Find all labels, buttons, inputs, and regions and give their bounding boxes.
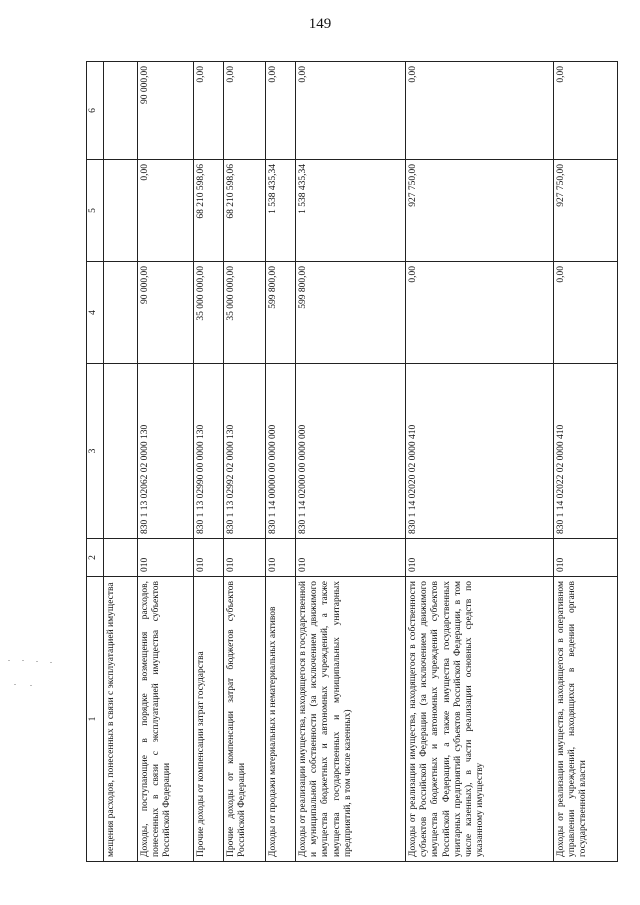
row-budget-code: 830 1 13 02062 02 0000 130	[138, 364, 194, 539]
table-row	[266, 62, 296, 862]
row-planned: 0,00	[554, 262, 618, 364]
row-name: Доходы, поступающие в порядке возмещения расходов, понесенных в связи с эксплуатацией имущества субъектов Российской Федерации	[138, 577, 194, 862]
row-line-code: 010	[224, 539, 266, 577]
row-executed: 1 538 435,34	[266, 160, 296, 262]
row-line-code	[104, 539, 138, 577]
row-line-code: 010	[266, 539, 296, 577]
row-name: Доходы от реализации имущества, находящегося в собственности субъектов Российской Федерации (за исключением движимого имущества бюджетных и автономных учреждений субъектов Российской Федерации, а также имущества государственных унитарных предприятий субъектов Российской Федерации, в том числе казенных), в части реализации основных средств по указанному имуществу	[406, 577, 554, 862]
row-planned: 35 000 000,00	[194, 262, 224, 364]
row-budget-code: 830 1 13 02992 02 0000 130	[224, 364, 266, 539]
row-executed: 68 210 598,06	[224, 160, 266, 262]
row-unexecuted: 0,00	[224, 62, 266, 160]
row-executed: 927 750,00	[554, 160, 618, 262]
row-executed: 927 750,00	[406, 160, 554, 262]
table-row	[296, 62, 406, 862]
row-budget-code: 830 1 13 02990 00 0000 130	[194, 364, 224, 539]
row-name: мещения расходов, понесенных в связи с эксплуатацией имущества	[104, 577, 138, 862]
row-budget-code: 830 1 14 02000 00 0000 000	[296, 364, 406, 539]
scan-artifacts	[0, 640, 80, 710]
row-name: Доходы от реализации имущества, находящегося в государственной и муниципальной собственности (за исключением движимого имущества бюджетных и автономных учреждений, а также имущества государственных и муниципальных унитарных предприятий, в том числе казенных)	[296, 577, 406, 862]
revenue-table	[86, 61, 618, 862]
row-line-code: 010	[406, 539, 554, 577]
row-unexecuted: 0,00	[266, 62, 296, 160]
table-row	[406, 62, 554, 862]
row-unexecuted: 90 000,00	[138, 62, 194, 160]
header-col-3: 3	[87, 364, 104, 539]
row-name: Прочие доходы от компенсации затрат государства	[194, 577, 224, 862]
row-name: Прочие доходы от компенсации затрат бюджетов субъектов Российской Федерации	[224, 577, 266, 862]
row-unexecuted: 0,00	[194, 62, 224, 160]
header-col-1: 1	[87, 577, 104, 862]
row-executed: 68 210 598,06	[194, 160, 224, 262]
table-row	[138, 62, 194, 862]
rotated-table-area	[86, 62, 616, 862]
row-executed: 1 538 435,34	[296, 160, 406, 262]
row-unexecuted: 0,00	[554, 62, 618, 160]
row-planned: 0,00	[406, 262, 554, 364]
table-row	[104, 62, 138, 862]
page-number: 149	[308, 16, 332, 32]
row-unexecuted	[104, 62, 138, 160]
row-executed: 0,00	[138, 160, 194, 262]
rotated-table-container	[86, 62, 616, 862]
row-planned	[104, 262, 138, 364]
row-budget-code: 830 1 14 02022 02 0000 410	[554, 364, 618, 539]
row-name: Доходы от продажи материальных и нематериальных активов	[266, 577, 296, 862]
row-line-code: 010	[296, 539, 406, 577]
row-planned: 35 000 000,00	[224, 262, 266, 364]
row-line-code: 010	[554, 539, 618, 577]
header-col-2: 2	[87, 539, 104, 577]
row-executed	[104, 160, 138, 262]
row-line-code: 010	[138, 539, 194, 577]
table-header-row	[87, 62, 104, 862]
row-unexecuted: 0,00	[406, 62, 554, 160]
row-name: Доходы от реализации имущества, находящегося в оперативном управлении учреждений, находящихся в ведении органов государственной власти	[554, 577, 618, 862]
table-row	[224, 62, 266, 862]
header-col-4: 4	[87, 262, 104, 364]
row-planned: 599 800,00	[296, 262, 406, 364]
table-row	[554, 62, 618, 862]
header-col-5: 5	[87, 160, 104, 262]
row-planned: 599 800,00	[266, 262, 296, 364]
row-budget-code: 830 1 14 02020 02 0000 410	[406, 364, 554, 539]
table-row	[194, 62, 224, 862]
row-line-code: 010	[194, 539, 224, 577]
header-col-6: 6	[87, 62, 104, 160]
row-budget-code	[104, 364, 138, 539]
row-unexecuted: 0,00	[296, 62, 406, 160]
row-budget-code: 830 1 14 00000 00 0000 000	[266, 364, 296, 539]
row-planned: 90 000,00	[138, 262, 194, 364]
